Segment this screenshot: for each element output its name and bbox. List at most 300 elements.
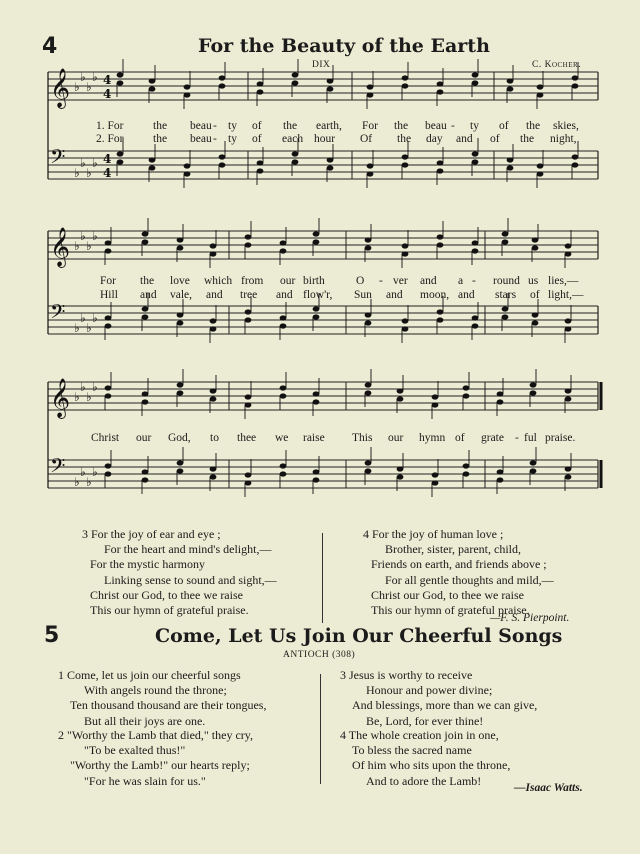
notehead [463, 385, 470, 390]
notehead [537, 163, 544, 168]
notehead [313, 314, 320, 319]
clef: 𝄢 [50, 454, 66, 482]
verse-line: To bless the sacred name [352, 743, 472, 758]
notehead [257, 160, 264, 165]
flat-sign: ♭ [92, 311, 98, 325]
notehead [365, 390, 372, 395]
notehead [497, 391, 504, 396]
flat-sign: ♭ [86, 166, 92, 180]
flat-sign: ♭ [80, 70, 86, 84]
verse-1 [58, 668, 266, 729]
notehead [565, 474, 572, 479]
notehead [105, 323, 112, 328]
notehead [327, 157, 334, 162]
notehead [402, 75, 409, 80]
notehead [472, 151, 479, 156]
time-signature: 4 [103, 87, 112, 101]
flat-sign: ♭ [86, 321, 92, 335]
lyric-syllable: us [528, 275, 539, 287]
notehead [313, 239, 320, 244]
clef: 𝄢 [50, 300, 66, 328]
lyric-syllable: light,— [548, 289, 584, 301]
lyric-syllable: and [456, 133, 473, 145]
lyric-syllable: of [530, 289, 540, 301]
notehead [397, 466, 404, 471]
notehead [219, 83, 226, 88]
notehead [210, 326, 217, 331]
notehead [463, 471, 470, 476]
notehead [245, 309, 252, 314]
verse-line: Honour and power divine; [366, 683, 493, 698]
notehead [472, 248, 479, 253]
notehead [402, 154, 409, 159]
notehead [245, 480, 252, 485]
notehead [497, 469, 504, 474]
notehead [565, 243, 572, 248]
notehead [257, 89, 264, 94]
notehead [177, 320, 184, 325]
lyric-syllable: and [386, 289, 403, 301]
lyric-syllable: - [451, 120, 455, 132]
notehead [149, 86, 156, 91]
lyric-syllable: the [283, 120, 298, 132]
lyric-syllable: O [356, 275, 365, 287]
lyric-syllable: ver [393, 275, 408, 287]
clef: 𝄞 [50, 227, 71, 267]
lyric-syllable: night, [550, 133, 577, 145]
lyric-syllable: Of [360, 133, 373, 145]
notehead [105, 471, 112, 476]
notehead [507, 86, 514, 91]
lyric-syllable: For [362, 120, 378, 132]
lyric-syllable: thee [237, 432, 257, 444]
notehead [502, 306, 509, 311]
notehead [537, 84, 544, 89]
hymn4-author: —F. S. Pierpoint. [490, 612, 570, 624]
lyric-syllable: - [472, 275, 476, 287]
lyric-syllable: beau [190, 120, 212, 132]
notehead [365, 382, 372, 387]
notehead [210, 388, 217, 393]
verse-line: "To be exalted thus!" [84, 743, 186, 758]
lyric-syllable: our [136, 432, 152, 444]
verse-line: Brother, sister, parent, child, [385, 542, 522, 557]
lyric-syllable: each [282, 133, 304, 145]
notehead [472, 323, 479, 328]
notehead [437, 160, 444, 165]
notehead [184, 163, 191, 168]
notehead [497, 399, 504, 404]
notehead [327, 165, 334, 170]
verse-3 [82, 527, 277, 618]
notehead [507, 165, 514, 170]
verse-line: This our hymn of grateful praise. [90, 603, 249, 618]
notehead [105, 393, 112, 398]
notehead [432, 472, 439, 477]
lyric-syllable: Sun [354, 289, 372, 301]
notehead [437, 89, 444, 94]
notehead [502, 231, 509, 236]
notehead [313, 231, 320, 236]
lyric-syllable: the [397, 133, 412, 145]
lyric-syllable: - [213, 120, 217, 132]
notehead [507, 157, 514, 162]
notehead [149, 78, 156, 83]
notehead [210, 466, 217, 471]
notehead [365, 245, 372, 250]
lyric-syllable: of [252, 133, 262, 145]
lyric-syllable: and [276, 289, 293, 301]
flat-sign: ♭ [74, 166, 80, 180]
hymn-number: 4 [42, 34, 58, 59]
lyric-syllable: the [140, 275, 155, 287]
notehead [530, 468, 537, 473]
notehead [210, 251, 217, 256]
verse-3 [340, 668, 537, 729]
notehead [402, 162, 409, 167]
lyric-syllable: earth, [316, 120, 342, 132]
notehead [537, 171, 544, 176]
lyric-syllable: - [213, 133, 217, 145]
notehead [565, 388, 572, 393]
lyric-syllable: the [153, 133, 168, 145]
notehead [367, 84, 374, 89]
verse-4 [363, 527, 554, 618]
notehead [530, 382, 537, 387]
notehead [532, 320, 539, 325]
lyric-syllable: hymn [419, 432, 446, 444]
notehead [502, 239, 509, 244]
flat-sign: ♭ [92, 70, 98, 84]
notehead [472, 80, 479, 85]
flat-sign: ♭ [80, 229, 86, 243]
notehead [532, 237, 539, 242]
notehead [177, 382, 184, 387]
notehead [280, 248, 287, 253]
verse-line: "For he was slain for us." [84, 773, 206, 788]
notehead [210, 318, 217, 323]
lyric-syllable: the [526, 120, 541, 132]
notehead [219, 154, 226, 159]
notehead [367, 163, 374, 168]
lyric-syllable: beau [190, 133, 212, 145]
verse-line: Friends on earth, and friends above ; [371, 557, 547, 572]
notehead [105, 463, 112, 468]
time-signature: 4 [103, 166, 112, 180]
lyric-syllable: and [140, 289, 157, 301]
notehead [292, 151, 299, 156]
flat-sign: ♭ [86, 475, 92, 489]
notehead [184, 92, 191, 97]
lyric-syllable: the [520, 133, 535, 145]
verse-line: For the heart and mind's delight,— [104, 542, 272, 557]
notehead [184, 84, 191, 89]
lyric-syllable: ty [470, 120, 479, 132]
notehead [437, 234, 444, 239]
notehead [210, 243, 217, 248]
time-signature: 4 [103, 152, 112, 166]
notehead [184, 171, 191, 176]
clef: 𝄞 [50, 68, 71, 108]
notehead [402, 251, 409, 256]
notehead [280, 240, 287, 245]
notehead [365, 460, 372, 465]
lyric-syllable: we [275, 432, 289, 444]
notehead [142, 477, 149, 482]
notehead [280, 385, 287, 390]
notehead [245, 317, 252, 322]
notehead [472, 315, 479, 320]
notehead [149, 157, 156, 162]
verse-line: Linking sense to sound and sight,— [104, 572, 277, 587]
lyric-syllable: 2. For [96, 133, 124, 145]
lyric-syllable: love [170, 275, 190, 287]
lyric-syllable: skies, [553, 120, 579, 132]
lyric-syllable: raise [303, 432, 325, 444]
notehead [402, 326, 409, 331]
verse-line: 2 "Worthy the Lamb that died," they cry, [58, 728, 253, 742]
composer: C. Kocher. [532, 60, 582, 70]
flat-sign: ♭ [80, 156, 86, 170]
flat-sign: ♭ [92, 380, 98, 394]
verse-line: Of him who sits upon the throne, [352, 758, 511, 773]
verse-line: Ten thousand thousand are their tongues, [70, 698, 267, 713]
verse-line: "Worthy the Lamb!" our hearts reply; [70, 758, 250, 773]
lyric-syllable: birth [303, 275, 325, 287]
flat-sign: ♭ [86, 239, 92, 253]
flat-sign: ♭ [86, 80, 92, 94]
notehead [365, 237, 372, 242]
notehead [497, 477, 504, 482]
notehead [565, 466, 572, 471]
notehead [402, 243, 409, 248]
notehead [507, 78, 514, 83]
notehead [530, 460, 537, 465]
notehead [177, 468, 184, 473]
lyric-syllable: hour [314, 133, 336, 145]
column-divider [320, 674, 321, 784]
lyric-syllable: Hill [100, 289, 118, 301]
lyric-syllable: the [153, 120, 168, 132]
notehead [572, 83, 579, 88]
verse-line: This our hymn of grateful praise. [371, 603, 530, 618]
notehead [219, 75, 226, 80]
notehead [565, 251, 572, 256]
notehead [142, 306, 149, 311]
notehead [437, 168, 444, 173]
hymn-title: For the Beauty of the Earth [198, 35, 490, 57]
flat-sign: ♭ [92, 465, 98, 479]
flat-sign: ♭ [80, 311, 86, 325]
notehead [210, 396, 217, 401]
flat-sign: ♭ [74, 475, 80, 489]
notehead [245, 242, 252, 247]
notehead [105, 315, 112, 320]
clef: 𝄞 [50, 378, 71, 418]
lyric-syllable: - [515, 432, 519, 444]
notehead [245, 234, 252, 239]
verse-line: 1 Come, let us join our cheerful songs [58, 668, 241, 682]
verse-line: For all gentle thoughts and mild,— [385, 572, 554, 587]
lyric-syllable: the [394, 120, 409, 132]
notehead [210, 474, 217, 479]
verse-line: And to adore the Lamb! [366, 773, 482, 788]
verse-line: Be, Lord, for ever thine! [366, 713, 484, 728]
lyric-syllable: beau [425, 120, 447, 132]
notehead [472, 159, 479, 164]
tune-name: ANTIOCH (308) [283, 650, 356, 660]
notehead [313, 477, 320, 482]
lyric-syllable: and [458, 289, 475, 301]
notehead [117, 151, 124, 156]
notehead [117, 72, 124, 77]
hymn-number: 5 [44, 623, 60, 648]
notehead [432, 480, 439, 485]
lyric-syllable: of [455, 432, 465, 444]
lyric-syllable: day [426, 133, 443, 145]
notehead [177, 237, 184, 242]
notehead [397, 388, 404, 393]
notehead [532, 312, 539, 317]
notehead [432, 402, 439, 407]
notehead [367, 171, 374, 176]
lyric-syllable: stars [495, 289, 517, 301]
notehead [280, 471, 287, 476]
flat-sign: ♭ [80, 465, 86, 479]
lyric-syllable: God, [168, 432, 191, 444]
notehead [437, 317, 444, 322]
notehead [397, 474, 404, 479]
notehead [367, 92, 374, 97]
lyric-syllable: ty [228, 133, 237, 145]
notehead [463, 463, 470, 468]
notehead [402, 83, 409, 88]
notehead [502, 314, 509, 319]
flat-sign: ♭ [80, 380, 86, 394]
lyric-syllable: which [204, 275, 233, 287]
lyric-syllable: Christ [91, 432, 120, 444]
notehead [149, 165, 156, 170]
lyric-syllable: round [493, 275, 520, 287]
notehead [117, 159, 124, 164]
notehead [142, 314, 149, 319]
flat-sign: ♭ [74, 80, 80, 94]
lyric-syllable: to [210, 432, 219, 444]
notehead [245, 472, 252, 477]
notehead [472, 72, 479, 77]
verse-line: 3 Jesus is worthy to receive [340, 668, 473, 682]
notehead [365, 312, 372, 317]
flat-sign: ♭ [74, 321, 80, 335]
verse-line: 4 For the joy of human love ; [363, 527, 504, 541]
notehead [437, 242, 444, 247]
notehead [177, 245, 184, 250]
notehead [402, 318, 409, 323]
lyric-syllable: ful [524, 432, 537, 444]
hymn-title: Come, Let Us Join Our Cheerful Songs [155, 625, 563, 647]
verse-line: With angels round the throne; [84, 683, 227, 698]
verse-2 [58, 728, 253, 789]
notehead [142, 469, 149, 474]
lyric-syllable: ty [228, 120, 237, 132]
notehead [142, 239, 149, 244]
notehead [257, 81, 264, 86]
notehead [327, 86, 334, 91]
notehead [177, 390, 184, 395]
column-divider [322, 533, 323, 623]
notehead [572, 162, 579, 167]
flat-sign: ♭ [92, 229, 98, 243]
notehead [365, 320, 372, 325]
notehead [142, 391, 149, 396]
notehead [105, 385, 112, 390]
notehead [327, 78, 334, 83]
notehead [397, 396, 404, 401]
lyric-syllable: of [490, 133, 500, 145]
notehead [292, 80, 299, 85]
lyric-syllable: lies,— [548, 275, 579, 287]
notehead [219, 162, 226, 167]
verse-line: 4 The whole creation join in one, [340, 728, 499, 742]
lyric-syllable: 1. For [96, 120, 124, 132]
flat-sign: ♭ [86, 390, 92, 404]
notehead [472, 240, 479, 245]
notehead [313, 399, 320, 404]
notehead [565, 318, 572, 323]
lyric-syllable: and [420, 275, 437, 287]
notehead [292, 72, 299, 77]
notehead [432, 394, 439, 399]
notehead [530, 390, 537, 395]
notehead [572, 154, 579, 159]
notehead [177, 312, 184, 317]
lyric-syllable: tree [240, 289, 258, 301]
lyric-syllable: of [252, 120, 262, 132]
notehead [117, 80, 124, 85]
verse-line: For the mystic harmony [90, 557, 205, 572]
lyric-syllable: our [280, 275, 296, 287]
verse-line: But all their joys are one. [84, 713, 206, 728]
verse-line: And blessings, more than we can give, [352, 698, 538, 713]
notehead [257, 168, 264, 173]
lyric-syllable: our [388, 432, 404, 444]
lyric-syllable: For [100, 275, 116, 287]
verse-line: Christ our God, to thee we raise [90, 587, 243, 602]
notehead [280, 463, 287, 468]
notehead [142, 399, 149, 404]
lyric-syllable: vale, [170, 289, 193, 301]
notehead [437, 81, 444, 86]
notehead [105, 248, 112, 253]
lyric-syllable: praise. [545, 432, 576, 444]
verse-4 [340, 728, 510, 789]
hymn5-author: —Isaac Watts. [514, 782, 583, 794]
notehead [463, 393, 470, 398]
notehead [365, 468, 372, 473]
lyric-syllable: and [206, 289, 223, 301]
lyric-syllable: from [241, 275, 264, 287]
notehead [105, 240, 112, 245]
notehead [280, 323, 287, 328]
verse-line: 3 For the joy of ear and eye ; [82, 527, 221, 541]
notehead [245, 394, 252, 399]
notehead [245, 402, 252, 407]
tune-name: DIX [312, 60, 331, 70]
time-signature: 4 [103, 73, 112, 87]
flat-sign: ♭ [74, 239, 80, 253]
lyric-syllable: - [379, 275, 383, 287]
notehead [280, 393, 287, 398]
